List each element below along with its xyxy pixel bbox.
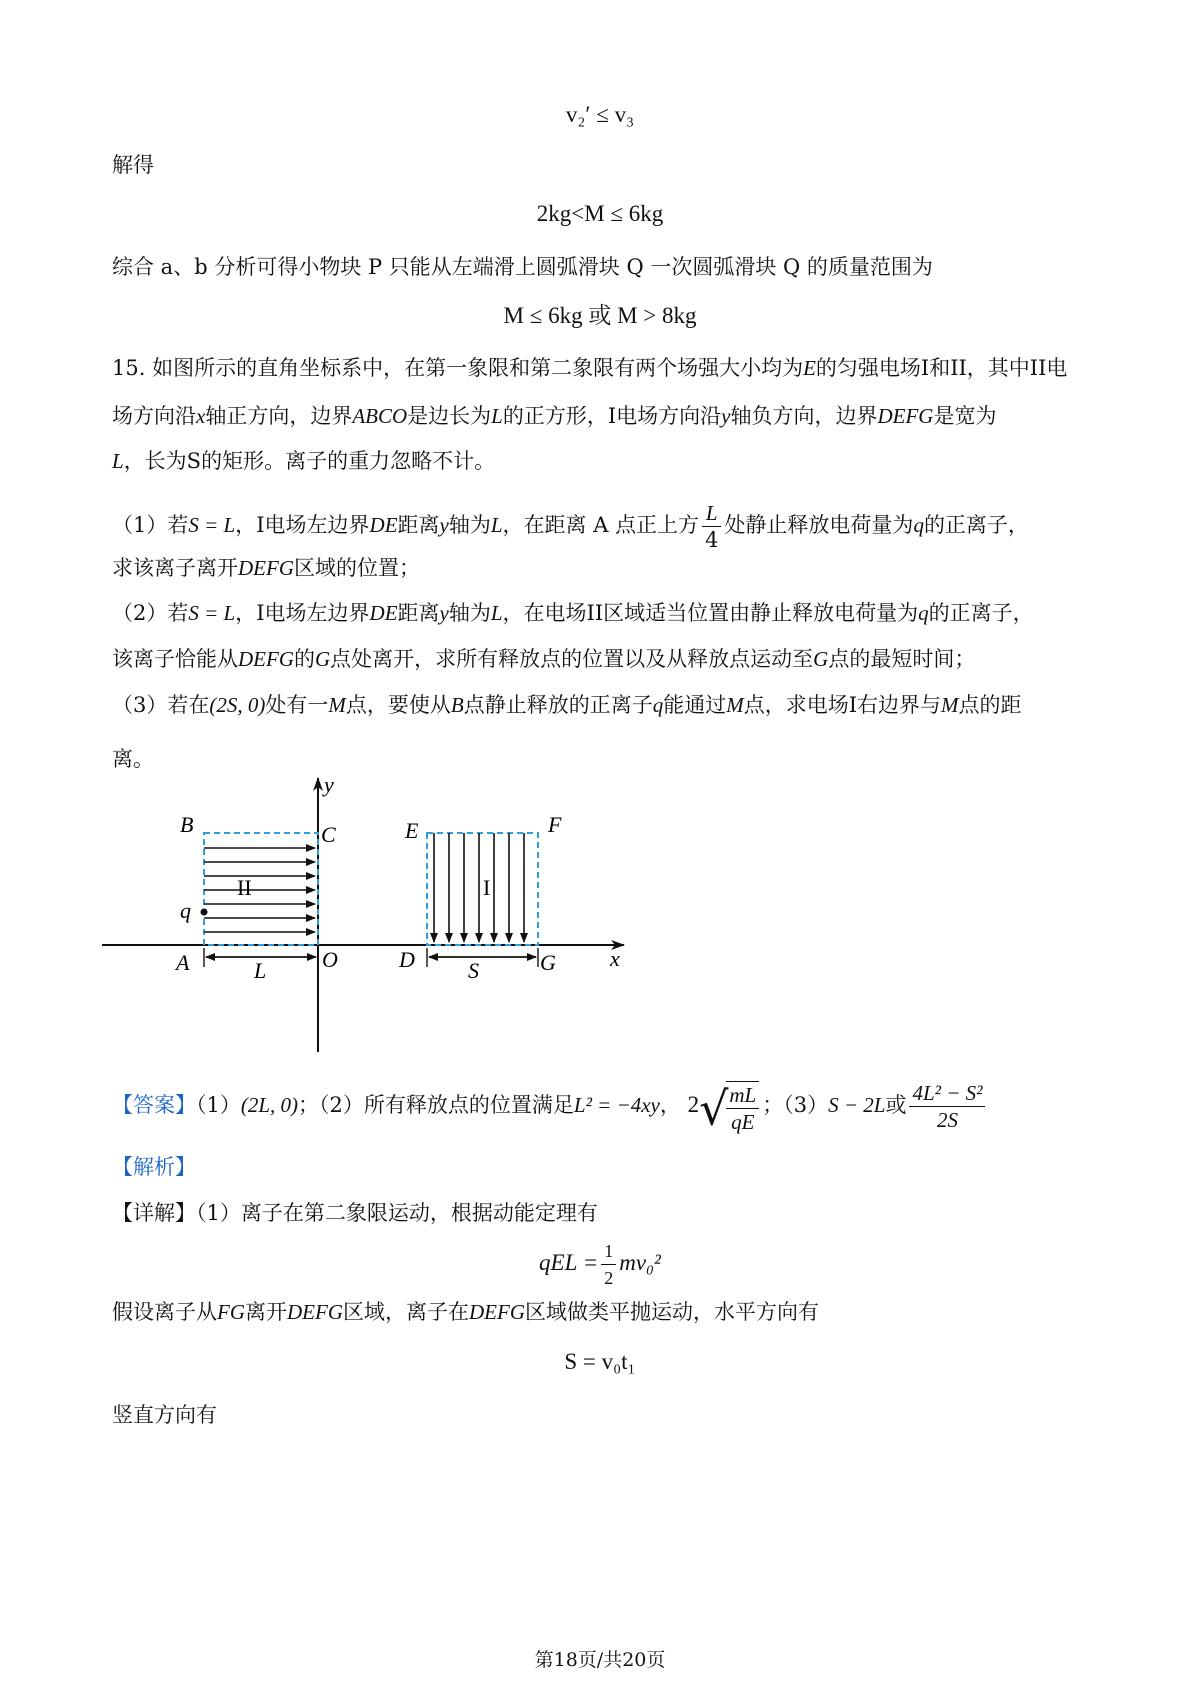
charge-q-dot [201,909,208,916]
label-region-II: II [237,875,252,900]
text-summary: 综合 a、b 分析可得小物块 P 只能从左端滑上圆弧滑块 Q 一次圆弧滑块 Q 的质量范围为 [112,255,933,279]
question-1-line-2: 求该离子离开DEFG区域的位置； [112,556,420,580]
label-B: B [180,812,194,837]
text-jiede: 解得 [112,153,154,177]
label-y-axis: y [324,772,334,797]
sqrt-fraction: √ $\frac{mL}{qE}$ [699,1077,762,1137]
page-footer: 第18页/共20页 [534,1649,666,1671]
label-A: A [176,950,190,975]
problem-stem-line-3: L，长为S的矩形。离子的重力忽略不计。 [112,449,496,473]
question-1-line-1: （1）若S = L，I电场左边界DE距离y轴为L，在距离 A 点正上方 $\frac{L}{4}$ 处静止释放电荷量为q的正离子， [112,501,1029,552]
label-C: C [321,822,336,847]
region-ii-boundary [204,833,318,945]
dimension-S [427,948,538,967]
label-S-dimension: S [468,958,479,983]
label-E: E [405,818,419,843]
electric-field-diagram [100,760,680,1060]
question-2-line-1: （2）若S = L，I电场左边界DE距离y轴为L，在电场II区域适当位置由静止释放电荷量为q的正离子， [112,601,1034,625]
detail-assume-line: 假设离子从FG离开DEFG区域，离子在DEFG区域做类平抛运动，水平方向有 [112,1300,819,1324]
text-vertical: 竖直方向有 [112,1403,217,1427]
label-F: F [548,812,562,837]
equation-mass-range-1: 2kg<M ≤ 6kg [536,201,664,226]
label-x-axis: x [610,946,620,971]
question-2-line-2: 该离子恰能从DEFG的G点处离开，求所有释放点的位置以及从释放点运动至G点的最短时间； [112,647,976,671]
label-O: O [322,947,338,972]
equation-v2-le-v3: v₂′ ≤ v₃ [565,102,635,127]
equation-horizontal: S = v₀t₁ [564,1349,636,1374]
fraction-answer-3: $\frac{\text{4L² − S²}}{2S}$ [909,1080,985,1133]
region-ii-field-arrows [204,848,315,932]
question-3-line-2: 离。 [112,747,154,771]
question-3-line-1: （3）若在(2S, 0)处有一M点，要使从B点静止释放的正离子q能通过M点，求电场I右边界与M点的距 [112,693,1022,717]
problem-number: 15. [112,356,146,380]
answer-line: 【答案】（1）(2L, 0)；（2）所有释放点的位置满足L² = −4xy， 2√ $\frac{mL}{qE}$ ；（3）S − 2L或 $\frac{\text{4L² − S²}}{2S}$ [112,1075,988,1137]
label-q: q [180,898,191,923]
analysis-tag: 【解析】 [112,1155,196,1179]
label-G: G [540,950,556,975]
detail-line-1: 【详解】（1）离子在第二象限运动，根据动能定理有 [112,1201,598,1225]
problem-stem-line-1: 15. 如图所示的直角坐标系中，在第一象限和第二象限有两个场强大小均为E的匀强电场I和II，其中II电 [112,356,1068,380]
region-i-field-arrows [434,833,524,942]
equation-mass-range-2: M ≤ 6kg 或 M > 8kg [503,303,697,328]
equation-kinetic-energy: qEL = $\frac{1}{2}$ mv₀² [0,1235,1200,1291]
fraction-L-over-4: $\frac{L}{4}$ [702,500,721,553]
label-D: D [399,947,415,972]
label-region-I: I [483,875,491,900]
label-L-dimension: L [254,958,267,983]
answer-tag: 【答案】 [112,1093,196,1117]
problem-stem-line-2: 场方向沿x轴正方向，边界ABCO是边长为L的正方形，I电场方向沿y轴负方向，边界DEFG是宽为 [112,404,997,428]
